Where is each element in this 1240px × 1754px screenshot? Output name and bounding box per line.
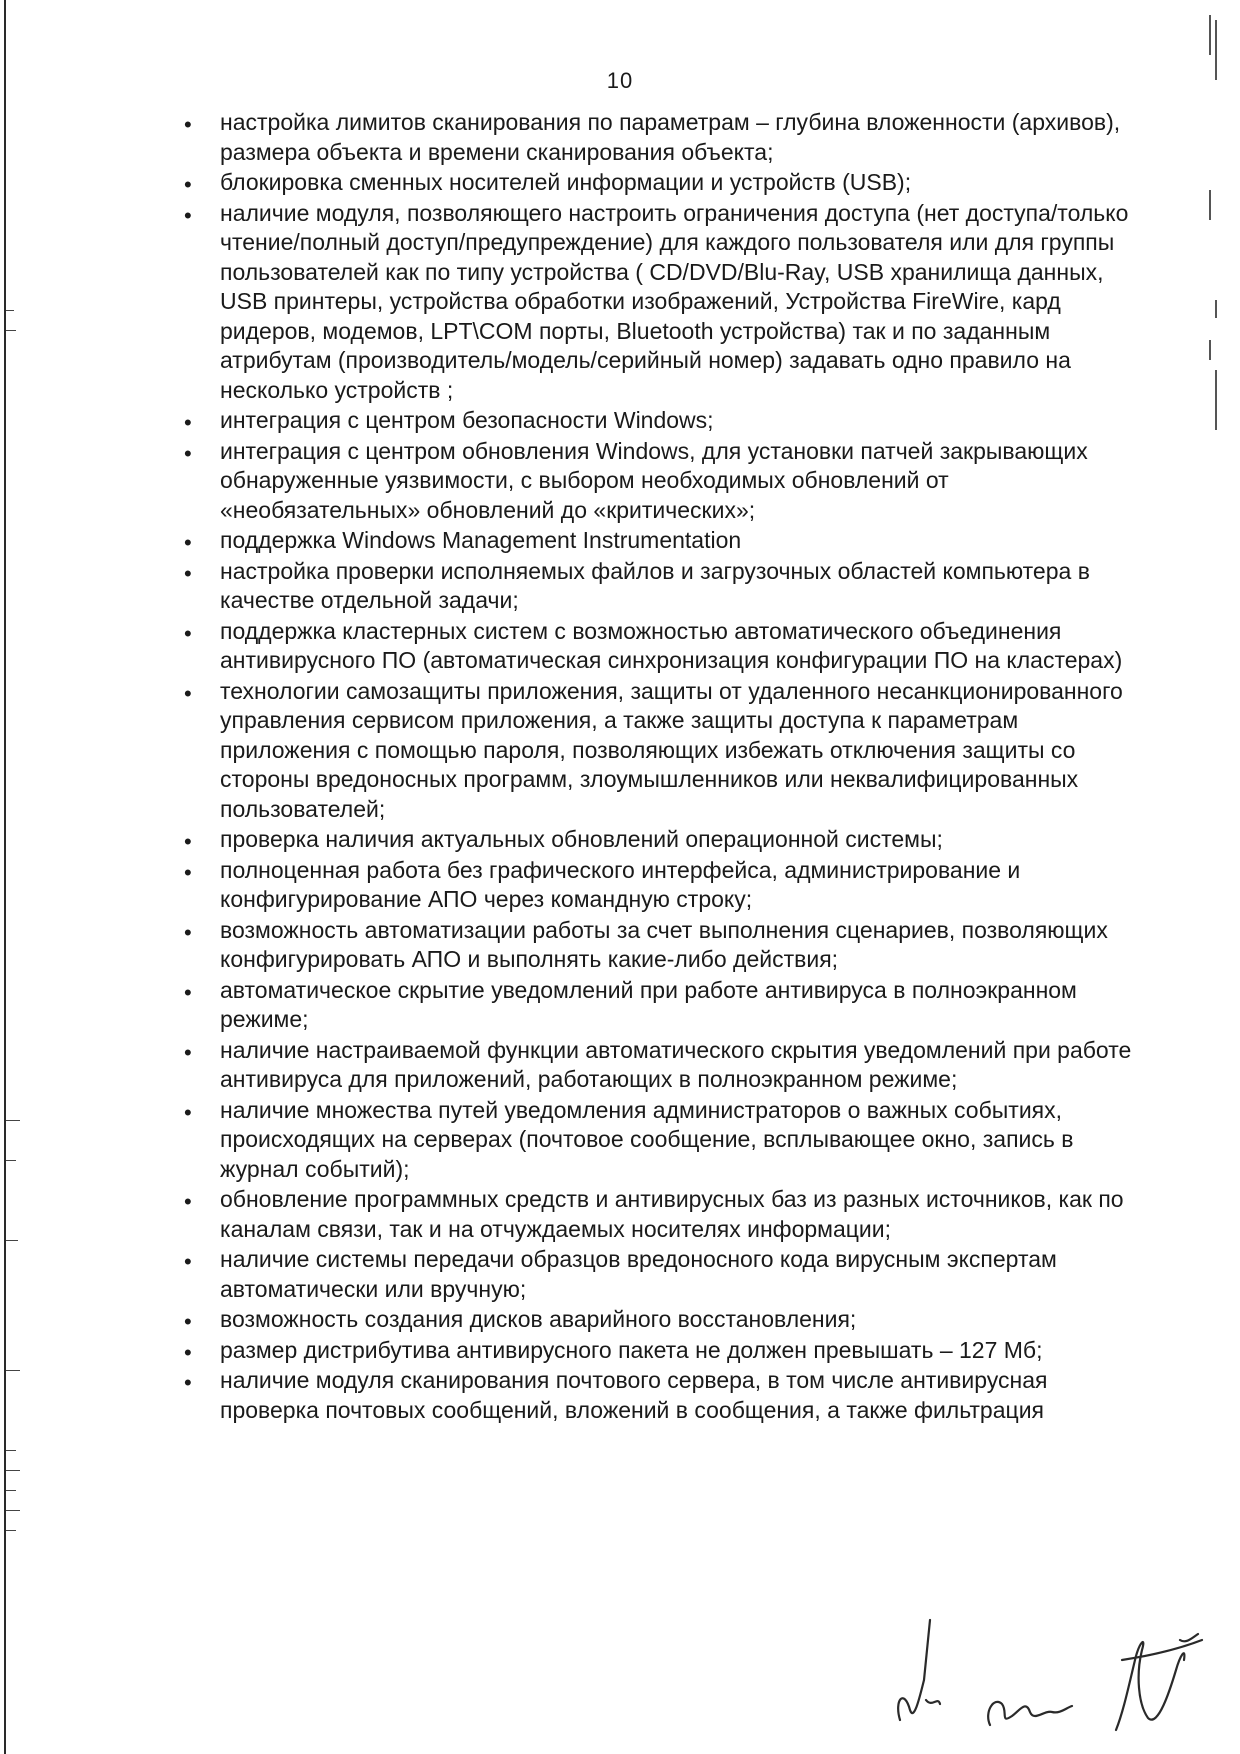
list-item-text: наличие множества путей уведомления администраторов о важных событиях, происходящих на серверах (почтовое сообщение, всплывающее окно, запись в журнал событий); [220,1096,1074,1182]
list-item [180,406,1140,436]
document-body [180,108,1140,1426]
list-item-text: интеграция с центром обновления Windows, для установки патчей закрывающих обнаруженные уязвимости, с выбором необходимых обновлений от «необязательных» обновлений до «критических»; [220,437,1088,523]
list-item-text: возможность автоматизации работы за счет выполнения сценариев, позволяющих конфигурировать АПО и выполнять какие-либо действия; [220,916,1108,972]
list-item-text: блокировка сменных носителей информации и устройств (USB); [220,169,912,195]
bullet-icon: • [184,440,192,466]
list-item [180,108,1140,167]
bullet-icon: • [184,1099,192,1125]
bullet-icon: • [184,919,192,945]
list-item-text: наличие модуля, позволяющего настроить ограничения доступа (нет доступа/только чтение/полный доступ/предупреждение) для каждого пользователя или для группы пользователей как по типу устройства ( CD/DVD/Blu-Ray, USB хранилища данных, USB принтеры, устройства обработки изображений, Устройства FireWire, кард ридеров, модемов, LPT\COM порты, Bluetooth устройства) так и по заданным атрибутам (производитель/модель/серийный номер) задавать одно правило на несколько устройств ; [220,199,1129,403]
list-item [180,617,1140,676]
list-item [180,199,1140,406]
list-item-text: поддержка Windows Management Instrumentation [220,527,742,553]
right-margin-marks [1205,0,1235,1754]
list-item [180,1366,1140,1425]
bullet-icon: • [184,1189,192,1214]
list-item [180,437,1140,526]
bullet-icon: • [184,1249,192,1274]
bullet-icon: • [184,172,192,197]
bullet-icon: • [184,410,192,435]
bullet-icon: • [184,859,192,885]
list-item [180,557,1140,616]
bullet-icon: • [184,530,192,555]
list-item-text: полноценная работа без графического интерфейса, администрирование и конфигурирование АПО через командную строку; [220,856,1021,912]
list-item-text: наличие модуля сканирования почтового сервера, в том числе антивирусная проверка почтовых сообщений, вложений в сообщения, а также фильтрация [220,1367,1048,1423]
left-margin-marks [0,0,30,1754]
list-item [180,976,1140,1035]
page-number: 10 [606,68,634,93]
list-item-text: размер дистрибутива антивирусного пакета не должен превышать – 127 Мб; [220,1336,1043,1363]
list-item-text: технологии самозащиты приложения, защиты от удаленного несанкционированного управления сервисом приложения, а также защиты доступа к параметрам приложения с помощью пароля, позволяющих избежать отключения защиты со стороны вредоносных программ, злоумышленников или неквалифицированных пользователей; [220,677,1123,822]
list-item-text: обновление программных средств и антивирусных баз из разных источников, как по каналам связи, так и на отчуждаемых носителях информации; [220,1186,1124,1242]
list-item-text: интеграция с центром безопасности Windows; [220,407,714,433]
list-item-text: наличие системы передачи образцов вредоносного кода вирусным экспертам автоматически или вручную; [220,1246,1057,1302]
list-item [180,1096,1140,1185]
bullet-icon: • [184,560,192,586]
signature-2 [988,1702,1072,1725]
bullet-icon: • [184,112,192,137]
list-item [180,916,1140,975]
requirements-list [180,108,1140,1425]
list-item [180,168,1140,198]
list-item-text: проверка наличия актуальных обновлений операционной системы; [220,826,943,852]
list-item-text: автоматическое скрытие уведомлений при работе антивируса в полноэкранном режиме; [220,976,1077,1032]
list-item-text: возможность создания дисков аварийного восстановления; [220,1306,857,1332]
list-item [180,825,1140,855]
list-item [180,1036,1140,1095]
list-item [180,526,1140,556]
signature-1 [898,1620,940,1720]
list-item-text: настройка лимитов сканирования по параметрам – глубина вложенности (архивов), размера объекта и времени сканирования объекта; [220,109,1121,165]
signature-3 [1116,1634,1202,1730]
bullet-icon: • [184,1339,192,1365]
list-item [180,1245,1140,1304]
list-item [180,856,1140,915]
bullet-icon: • [184,1370,192,1395]
bullet-icon: • [184,202,192,228]
list-item-text: наличие настраиваемой функции автоматического скрытия уведомлений при работе антивируса для приложений, работающих в полноэкранном режиме; [220,1036,1132,1092]
list-item-text: настройка проверки исполняемых файлов и загрузочных областей компьютера в качестве отдельной задачи; [220,557,1090,613]
list-item [180,1336,1140,1366]
list-item-text: поддержка кластерных систем с возможностью автоматического объединения антивирусного ПО (автоматическая синхронизация конфигурации ПО на кластерах) [220,617,1123,673]
list-item [180,677,1140,825]
list-item [180,1185,1140,1244]
bullet-icon: • [184,829,192,854]
list-item [180,1305,1140,1335]
bullet-icon: • [184,620,192,646]
bullet-icon: • [184,680,192,706]
handwritten-signatures [880,1600,1220,1740]
bullet-icon: • [184,1039,192,1065]
bullet-icon: • [184,1309,192,1334]
bullet-icon: • [184,979,192,1005]
